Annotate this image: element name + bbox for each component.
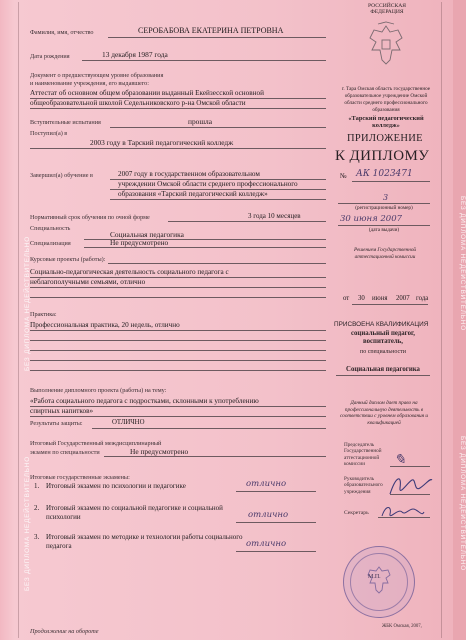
exam-2-line — [236, 522, 316, 523]
chair-label: Председатель Государственной аттестационной комиссии — [344, 442, 382, 468]
entrance-line — [110, 127, 326, 128]
practice-label: Практика: — [30, 311, 57, 318]
side-watermark-right: БЕЗ ДИПЛОМА НЕДЕЙСТВИТЕЛЬНО — [458, 196, 466, 331]
decision-from: от — [343, 295, 350, 302]
reg-label: (регистрационный номер) — [355, 205, 413, 211]
practice-line-5 — [30, 370, 326, 371]
registration-number: 3 — [383, 193, 389, 202]
issue-line — [338, 225, 430, 226]
country-title: РОССИЙСКАЯ ФЕДЕРАЦИЯ — [367, 3, 407, 15]
coursework-label: Курсовые проекты (работы): — [30, 256, 106, 263]
enrolled-label: Поступил(а) в — [30, 130, 68, 137]
name-line — [108, 37, 326, 38]
thesis-label: Выполнение дипломного проекта (работы) на тему: — [30, 387, 167, 394]
completed-line-3 — [110, 199, 326, 200]
defense-value: ОТЛИЧНО — [112, 419, 145, 426]
exam-1-line — [236, 491, 316, 492]
defense-label: Результаты защиты: — [30, 420, 83, 427]
exam-1-grade: отлично — [246, 479, 287, 489]
interdisc-value: Не предусмотрено — [130, 447, 189, 456]
exam-1-text: Итоговый экзамен по психологии и педагогике — [46, 482, 186, 490]
practice-line-1 — [30, 330, 326, 331]
coursework-line-0 — [108, 263, 326, 264]
duration-label: Нормативный срок обучения по очной форме — [30, 214, 150, 221]
seal-label: М.П. — [368, 574, 381, 580]
qualification-value: социальный педагог, воспитатель, — [351, 330, 415, 345]
defense-line — [92, 428, 326, 429]
prior-doc-2: общеобразовательной школой Седельниковского р-на Омской области — [30, 99, 246, 107]
name-value: СЕРОБАБОВА ЕКАТЕРИНА ПЕТРОВНА — [138, 26, 284, 35]
practice-line-2 — [30, 340, 326, 341]
specialty-value: Социальная педагогика — [110, 230, 184, 239]
exam-3-text: Итоговый экзамен по методике и технологии работы социального — [46, 533, 243, 541]
diploma-number: АК 1023471 — [356, 169, 413, 179]
secretary-label: Секретарь — [344, 510, 369, 516]
thesis-line-2 — [30, 416, 326, 417]
right-specialty-value: Социальная педагогика — [346, 366, 420, 373]
thesis-2: спиртных напитков» — [30, 407, 94, 415]
dob-line — [82, 60, 326, 61]
prior-doc-line-2 — [30, 108, 326, 109]
thesis-1: «Работа социального педагога с подростками, склонными к употреблению — [30, 397, 259, 405]
completed-label: Завершил(а) обучение в — [30, 172, 93, 179]
enrolled-value: 2003 году в Тарский педагогический колледж — [90, 138, 234, 147]
entrance-label: Вступительные испытания — [30, 119, 101, 126]
dob-value: 13 декабря 1987 года — [102, 50, 168, 59]
practice-line-4 — [30, 360, 326, 361]
interdisc-label-1: Итоговый Государственный междисциплинарный — [30, 440, 162, 447]
exam-2-text: Итоговый экзамен по социальной педагогике и социальной — [46, 504, 223, 512]
completed-3: образования «Тарский педагогический колледж» — [118, 190, 268, 198]
decision-suffix: года — [416, 295, 429, 302]
duration-line — [168, 221, 326, 222]
decision-text: Решением Государственной аттестационной комиссии — [353, 247, 417, 260]
exam-3-num: 3. — [34, 533, 40, 541]
secretary-signature — [378, 500, 428, 529]
institution-text: г. Тара Омская область государственное образовательное учреждение Омской области среднего профессионального образования — [341, 86, 431, 113]
right-specialty-line — [336, 375, 430, 376]
number-line — [352, 181, 430, 182]
specialty-label: Специальность — [30, 225, 71, 232]
title-supplement: ПРИЛОЖЕНИЕ — [347, 133, 423, 144]
completed-2: учреждении Омской области среднего профессионального — [118, 180, 298, 188]
specialization-label: Специализация — [30, 240, 71, 247]
qualification-label: ПРИСВОЕНА КВАЛИФИКАЦИЯ — [334, 321, 429, 328]
coursework-line-3 — [30, 297, 326, 298]
completed-1: 2007 году в государственном образовательном — [118, 170, 260, 178]
specialization-value: Не предусмотрено — [110, 238, 169, 247]
specialization-line — [84, 247, 326, 248]
coursework-1: Социально-педагогическая деятельность социального педагога с — [30, 268, 229, 276]
by-specialty-label: по специальности — [360, 349, 406, 355]
exams-label: Итоговые государственные экзамены: — [30, 474, 130, 481]
issue-date: 30 июня 2007 — [340, 214, 403, 224]
practice-line-3 — [30, 350, 326, 351]
entrance-value: прошла — [188, 117, 213, 126]
exam-3-grade: отлично — [246, 539, 287, 549]
official-seal — [343, 546, 415, 618]
head-label: Руководитель образовательного учреждения — [344, 476, 383, 495]
name-label: Фамилия, имя, отчество — [30, 29, 94, 36]
exam-3-line — [236, 551, 316, 552]
enrolled-line — [30, 148, 326, 149]
exam-2-num: 2. — [34, 504, 40, 512]
side-watermark-right-2: БЕЗ ДИПЛОМА НЕДЕЙСТВИТЕЛЬНО — [458, 436, 466, 571]
practice-value: Профессиональная практика, 20 недель, отлично — [30, 321, 180, 329]
title-to-diploma: К ДИПЛОМУ — [335, 148, 430, 164]
prior-doc-label-2: и наименование учреждения, его выдавшего: — [30, 80, 149, 87]
duration-value: 3 года 10 месяцев — [248, 212, 301, 220]
reg-line — [338, 203, 430, 204]
continued-note: Продолжение на обороте — [30, 628, 99, 635]
prior-doc-label-1: Документ о предшествующем уровне образования — [30, 72, 164, 79]
decision-line — [352, 304, 428, 305]
side-watermark-left: БЕЗ ДИПЛОМА НЕДЕЙСТВИТЕЛЬНО — [23, 236, 31, 371]
decision-month: июня — [372, 295, 388, 302]
exam-2-text2: психологии — [46, 513, 81, 521]
prior-doc-1: Аттестат об основном общем образовании выданный Екейзесской основной — [30, 89, 264, 97]
decision-year: 2007 — [396, 295, 410, 302]
issue-label: (дата выдачи) — [368, 227, 400, 233]
coat-of-arms-emblem — [364, 20, 408, 70]
dob-label: Дата рождения — [30, 53, 70, 60]
coursework-line-2 — [30, 287, 326, 288]
coursework-2: неблагополучными семьями, отлично — [30, 278, 146, 286]
exam-1-num: 1. — [34, 482, 40, 490]
exam-3-text2: педагога — [46, 542, 72, 550]
chair-signature: ✎ — [394, 452, 406, 468]
college-name: «Тарский педагогический колледж» — [348, 115, 424, 129]
exam-2-grade: отлично — [248, 510, 289, 520]
interdisc-line — [104, 456, 326, 457]
decision-day: 30 — [358, 295, 365, 302]
print-code: ЖБК Омская, 2007, — [382, 624, 422, 629]
rights-text: Данный диплом дает право на профессиональную деятельность в соответствии с уровнем образования и квалификацией — [340, 400, 428, 426]
number-sign: № — [340, 172, 347, 180]
side-watermark-left-2: БЕЗ ДИПЛОМА НЕДЕЙСТВИТЕЛЬНО — [23, 456, 31, 591]
interdisc-label-2: экзамен по специальности — [30, 449, 100, 456]
